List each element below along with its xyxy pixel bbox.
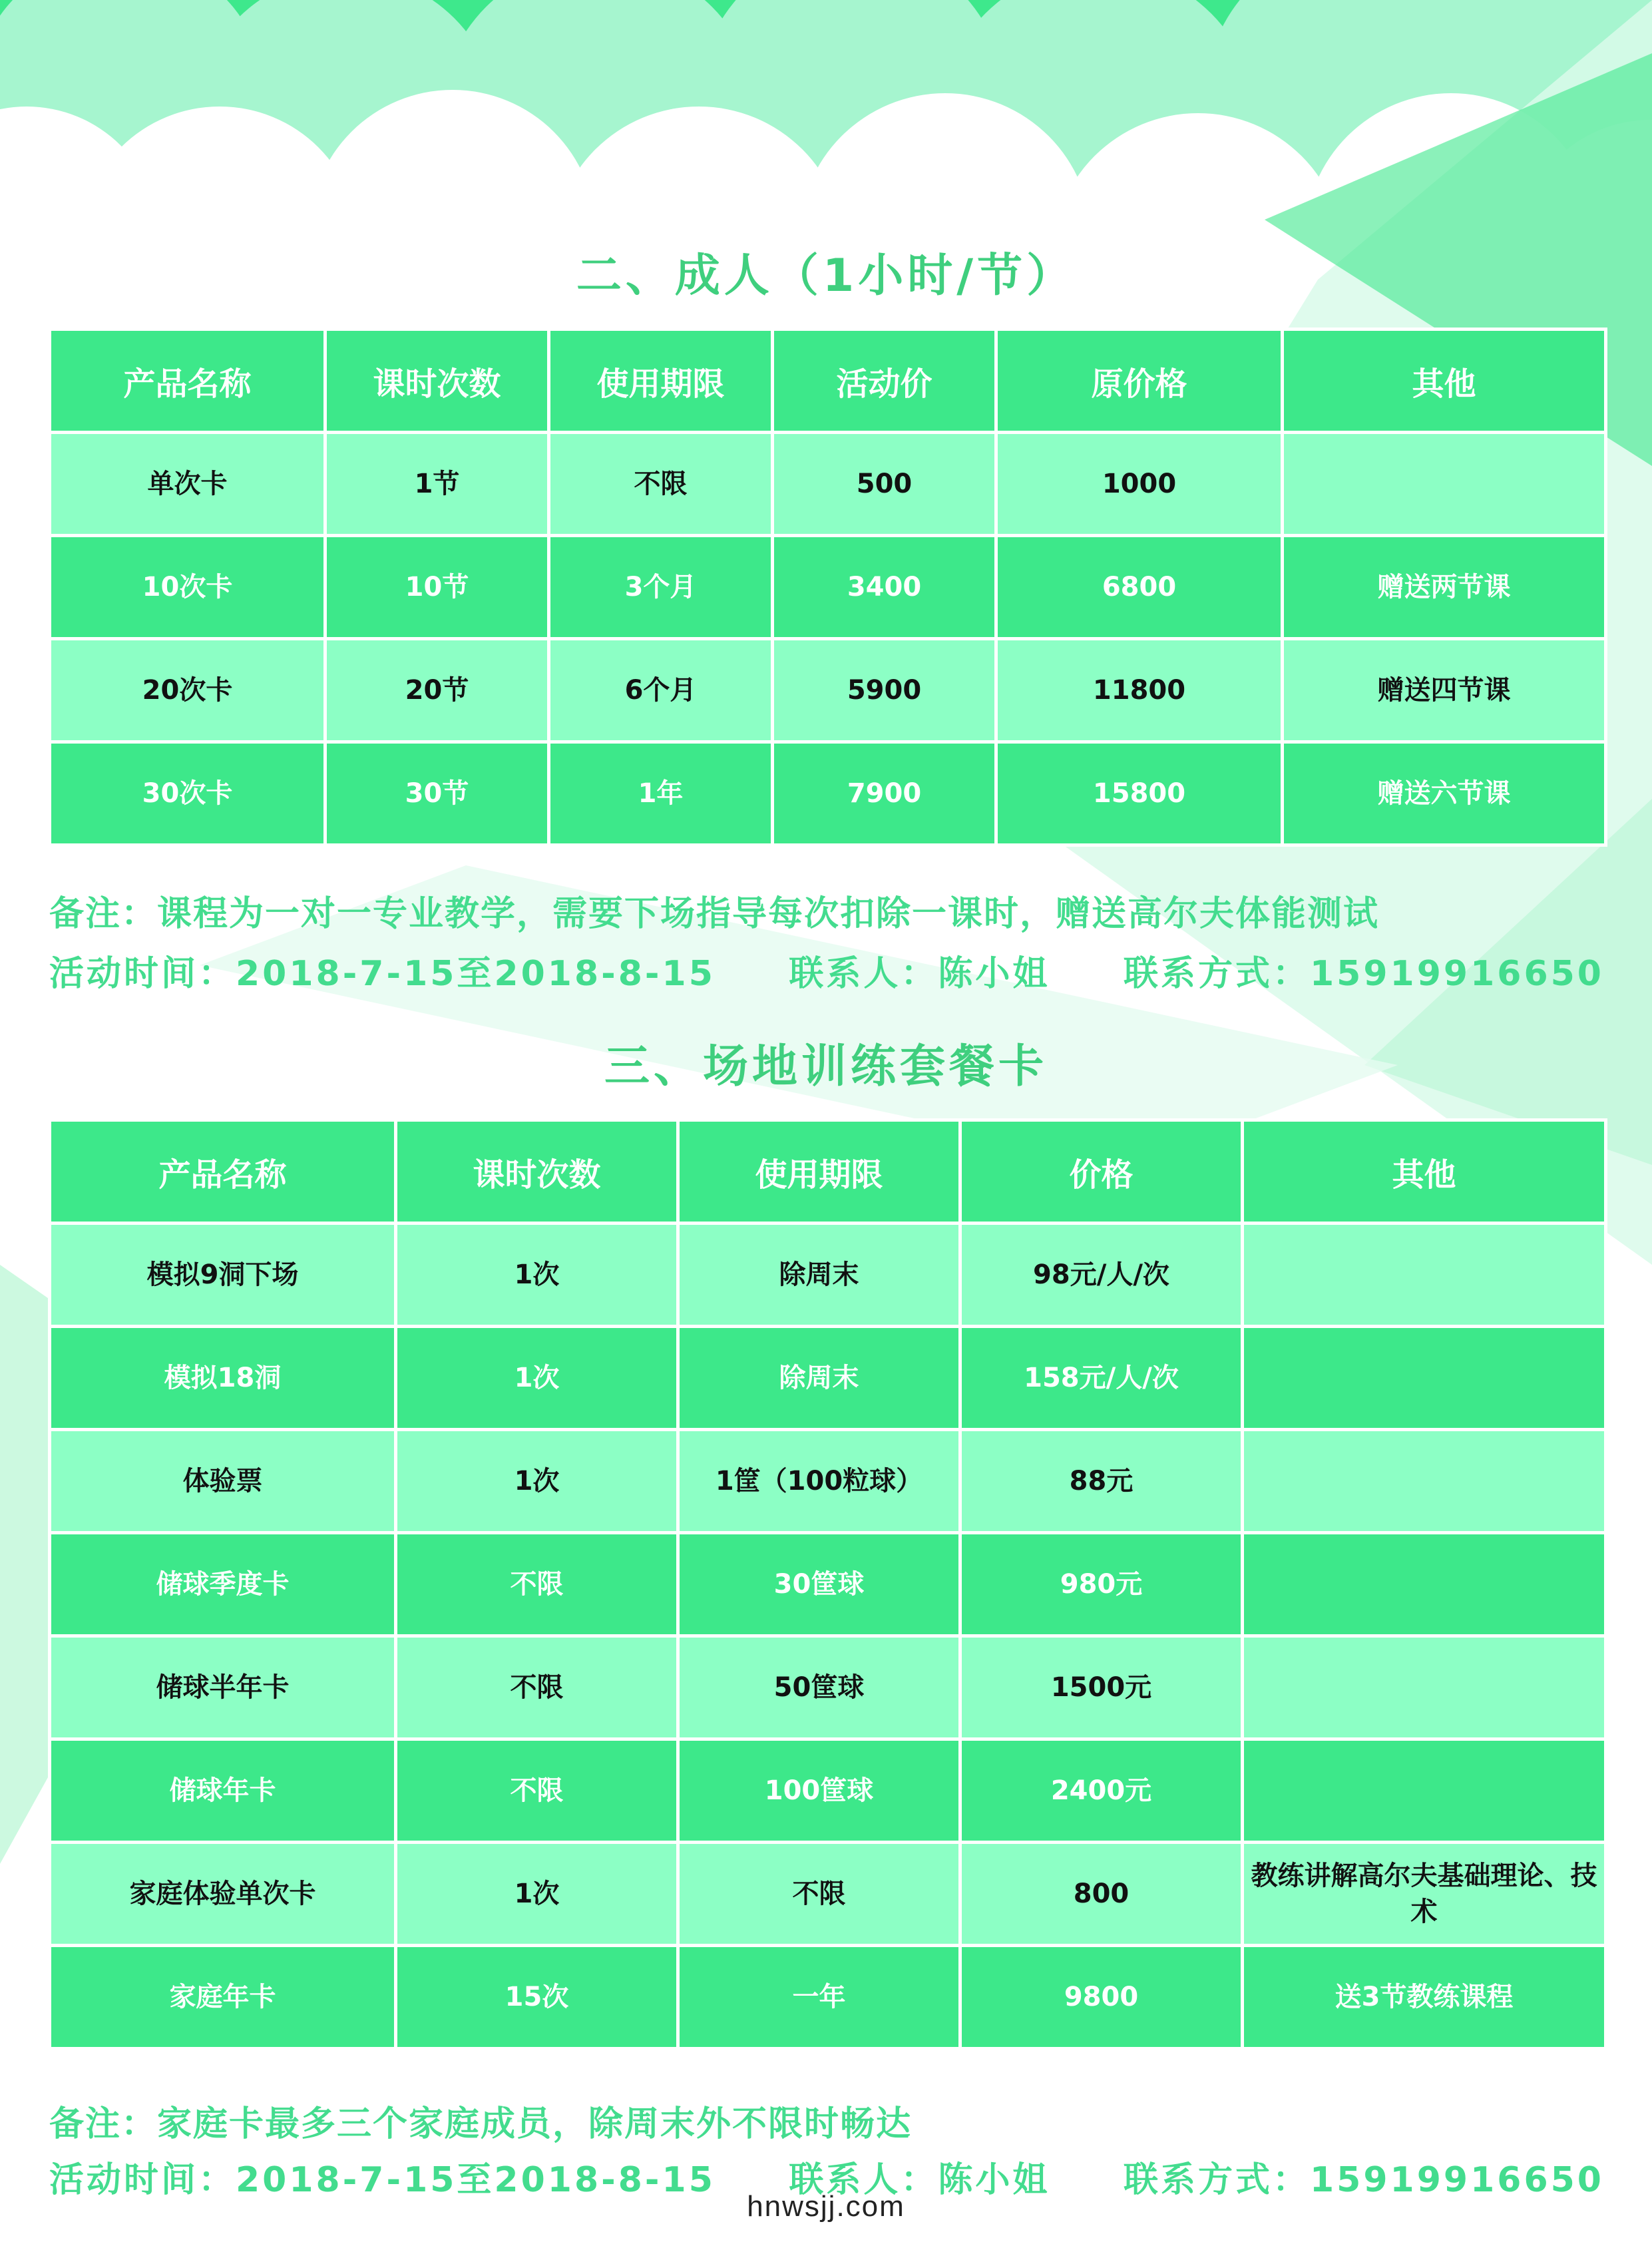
- table-row: [50, 1430, 1606, 1533]
- table-cell: 不限: [396, 1739, 678, 1843]
- table-cell: 1次: [396, 1224, 678, 1327]
- table-cell: 1节: [325, 433, 549, 536]
- table-cell: 6800: [996, 536, 1283, 639]
- column-header: 课时次数: [325, 330, 549, 433]
- table-cell: 1次: [396, 1843, 678, 1946]
- table-row: [50, 1636, 1606, 1739]
- table-row: [50, 1224, 1606, 1327]
- table-cell: 980元: [960, 1533, 1243, 1636]
- table-row: [50, 433, 1606, 536]
- table-row: [50, 1946, 1606, 2049]
- column-header: 活动价: [773, 330, 996, 433]
- column-header: 价格: [960, 1120, 1243, 1224]
- table-cell: 1500元: [960, 1636, 1243, 1739]
- table-row: [50, 639, 1606, 742]
- column-header: 其他: [1283, 330, 1606, 433]
- watermark-text: hnwsjj.com: [747, 2190, 905, 2223]
- table-cell: 模拟18洞: [50, 1327, 396, 1430]
- table-cell: [1243, 1739, 1606, 1843]
- table-cell: 98元/人/次: [960, 1224, 1243, 1327]
- table-cell: 30筐球: [678, 1533, 960, 1636]
- column-header: 产品名称: [50, 1120, 396, 1224]
- table-cell: 15次: [396, 1946, 678, 2049]
- table-cell: 1次: [396, 1430, 678, 1533]
- table-cell: 不限: [396, 1533, 678, 1636]
- table-cell: 一年: [678, 1946, 960, 2049]
- table-cell: 除周末: [678, 1224, 960, 1327]
- table-cell: 1年: [549, 742, 773, 845]
- table-cell: 7900: [773, 742, 996, 845]
- table-cell: [1283, 433, 1606, 536]
- table-cell: 11800: [996, 639, 1283, 742]
- table-cell: 30次卡: [50, 742, 325, 845]
- contact-phone: 联系方式：15919916650: [1123, 2160, 1604, 2200]
- table-cell: 158元/人/次: [960, 1327, 1243, 1430]
- table-cell: 单次卡: [50, 433, 325, 536]
- table-cell: 30节: [325, 742, 549, 845]
- table-cell: 88元: [960, 1430, 1243, 1533]
- table-cell: 3个月: [549, 536, 773, 639]
- table-cell: 储球年卡: [50, 1739, 396, 1843]
- contact-person: 联系人：陈小姐: [789, 954, 1050, 994]
- table-cell: 送3节教练课程: [1243, 1946, 1606, 2049]
- table-cell: 50筐球: [678, 1636, 960, 1739]
- table-cell: 6个月: [549, 639, 773, 742]
- table-cell: [1243, 1224, 1606, 1327]
- table-cell: [1243, 1430, 1606, 1533]
- table-row: [50, 1843, 1606, 1946]
- table-cell: 500: [773, 433, 996, 536]
- section3-title: 三、场地训练套餐卡: [604, 1040, 1048, 1093]
- table-header-row: [50, 330, 1606, 433]
- table-cell: 除周末: [678, 1327, 960, 1430]
- table-cell: 9800: [960, 1946, 1243, 2049]
- section2-title: 二、成人（1小时/节）: [576, 250, 1076, 302]
- table-cell: 家庭体验单次卡: [50, 1843, 396, 1946]
- table-cell: 储球季度卡: [50, 1533, 396, 1636]
- adult-price-table: [48, 328, 1607, 847]
- table-cell: [1243, 1636, 1606, 1739]
- section2-contact-line: [49, 945, 1604, 995]
- contact-person: 联系人：陈小姐: [789, 2160, 1050, 2200]
- column-header: 课时次数: [396, 1120, 678, 1224]
- table-cell: 赠送四节课: [1283, 639, 1606, 742]
- table-cell: 体验票: [50, 1430, 396, 1533]
- table-cell: 100筐球: [678, 1739, 960, 1843]
- table-cell: 家庭年卡: [50, 1946, 396, 2049]
- table-cell: 10节: [325, 536, 549, 639]
- table-cell: [1243, 1327, 1606, 1430]
- table-row: [50, 1327, 1606, 1430]
- section2-note: 备注：课程为一对一专业教学，需要下场指导每次扣除一课时，赠送高尔夫体能测试: [49, 894, 1380, 934]
- section3-note: 备注：家庭卡最多三个家庭成员，除周末外不限时畅达: [49, 2104, 913, 2144]
- table-cell: 1次: [396, 1327, 678, 1430]
- table-cell: 教练讲解高尔夫基础理论、技术: [1243, 1843, 1606, 1946]
- table-cell: 5900: [773, 639, 996, 742]
- venue-package-table: [48, 1118, 1607, 2050]
- table-cell: 赠送两节课: [1283, 536, 1606, 639]
- column-header: 原价格: [996, 330, 1283, 433]
- table-row: [50, 1739, 1606, 1843]
- table-header-row: [50, 1120, 1606, 1224]
- table-cell: 1000: [996, 433, 1283, 536]
- table-cell: 3400: [773, 536, 996, 639]
- table-cell: 储球半年卡: [50, 1636, 396, 1739]
- activity-time: 活动时间：2018-7-15至2018-8-15: [49, 954, 716, 994]
- table-cell: [1243, 1533, 1606, 1636]
- table-cell: 10次卡: [50, 536, 325, 639]
- table-cell: 赠送六节课: [1283, 742, 1606, 845]
- table-cell: 模拟9洞下场: [50, 1224, 396, 1327]
- column-header: 其他: [1243, 1120, 1606, 1224]
- table-cell: 不限: [549, 433, 773, 536]
- table-row: [50, 742, 1606, 845]
- table-cell: 15800: [996, 742, 1283, 845]
- table-cell: 1筐（100粒球）: [678, 1430, 960, 1533]
- column-header: 使用期限: [549, 330, 773, 433]
- table-row: [50, 536, 1606, 639]
- activity-time: 活动时间：2018-7-15至2018-8-15: [49, 2160, 716, 2200]
- column-header: 产品名称: [50, 330, 325, 433]
- table-cell: 2400元: [960, 1739, 1243, 1843]
- table-cell: 20节: [325, 639, 549, 742]
- contact-phone: 联系方式：15919916650: [1123, 954, 1604, 994]
- table-cell: 不限: [396, 1636, 678, 1739]
- table-cell: 20次卡: [50, 639, 325, 742]
- table-cell: 800: [960, 1843, 1243, 1946]
- table-cell: 不限: [678, 1843, 960, 1946]
- table-row: [50, 1533, 1606, 1636]
- column-header: 使用期限: [678, 1120, 960, 1224]
